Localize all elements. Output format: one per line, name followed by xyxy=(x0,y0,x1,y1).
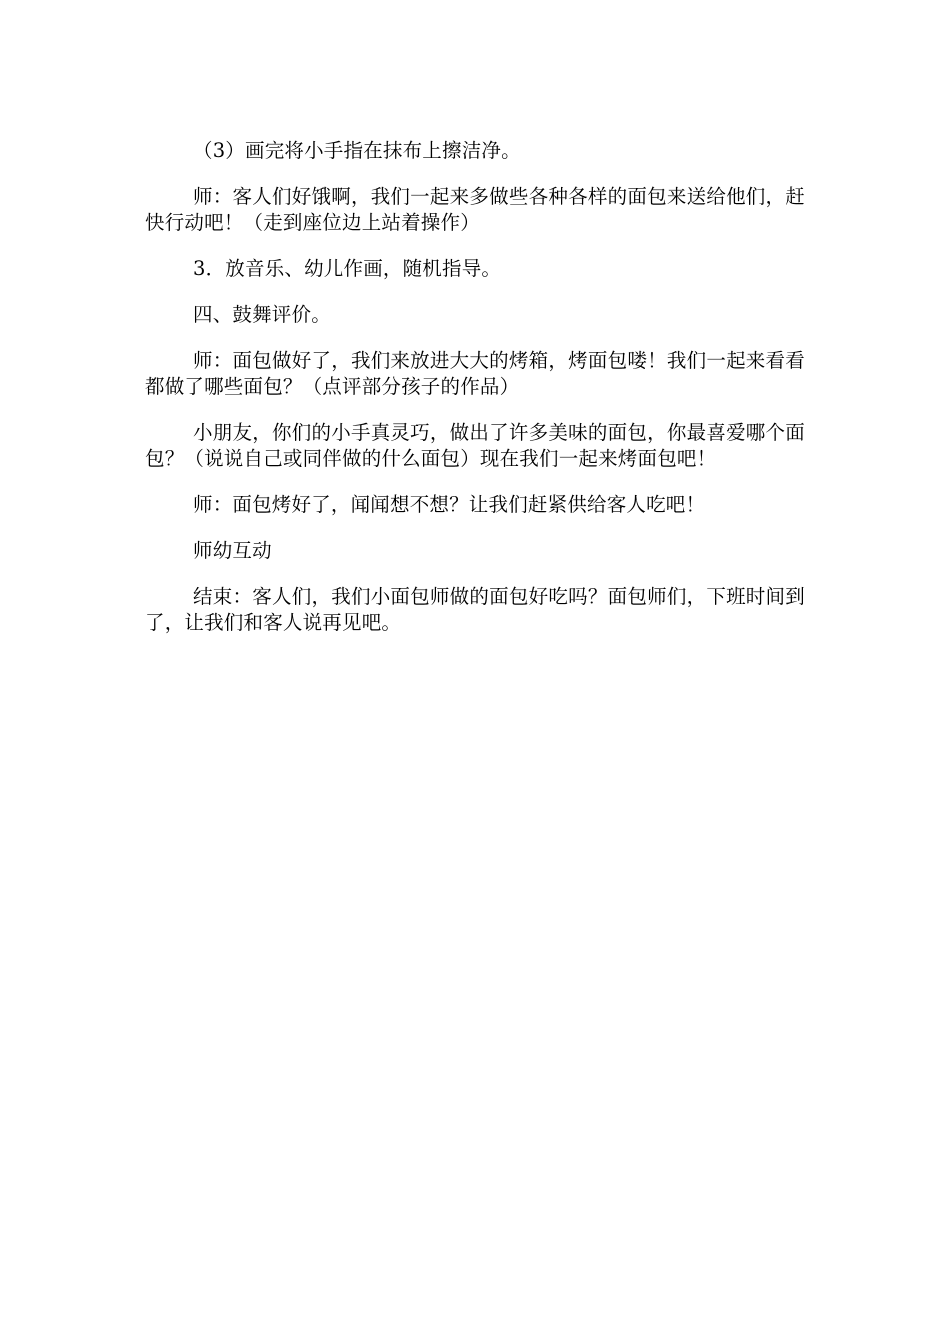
paragraph-ending: 结束：客人们，我们小面包师做的面包好吃吗？面包师们，下班时间到了，让我们和客人说再见吧。 xyxy=(145,585,805,634)
paragraph-interaction: 师幼互动 xyxy=(193,539,272,562)
paragraph-step-3-clean-fingers: （3）画完将小手指在抹布上擦洁净。 xyxy=(193,139,521,162)
section-heading-evaluation: 四、鼓舞评价。 xyxy=(193,303,331,326)
paragraph-teacher-bread-baked: 师：面包烤好了，闻闻想不想？让我们赶紧供给客人吃吧！ xyxy=(193,493,706,516)
paragraph-children-favorite-bread: 小朋友，你们的小手真灵巧，做出了许多美味的面包，你最喜爱哪个面包？（说说自己或同伴做的什么面包）现在我们一起来烤面包吧！ xyxy=(145,421,805,470)
paragraph-teacher-oven: 师：面包做好了，我们来放进大大的烤箱，烤面包喽！我们一起来看看都做了哪些面包？（点评部分孩子的作品） xyxy=(145,349,805,398)
paragraph-teacher-make-bread: 师：客人们好饿啊，我们一起来多做些各种各样的面包来送给他们，赶快行动吧！（走到座位边上站着操作） xyxy=(145,185,805,234)
document-page xyxy=(145,138,805,656)
paragraph-music-drawing: 3．放音乐、幼儿作画，随机指导。 xyxy=(193,257,502,280)
